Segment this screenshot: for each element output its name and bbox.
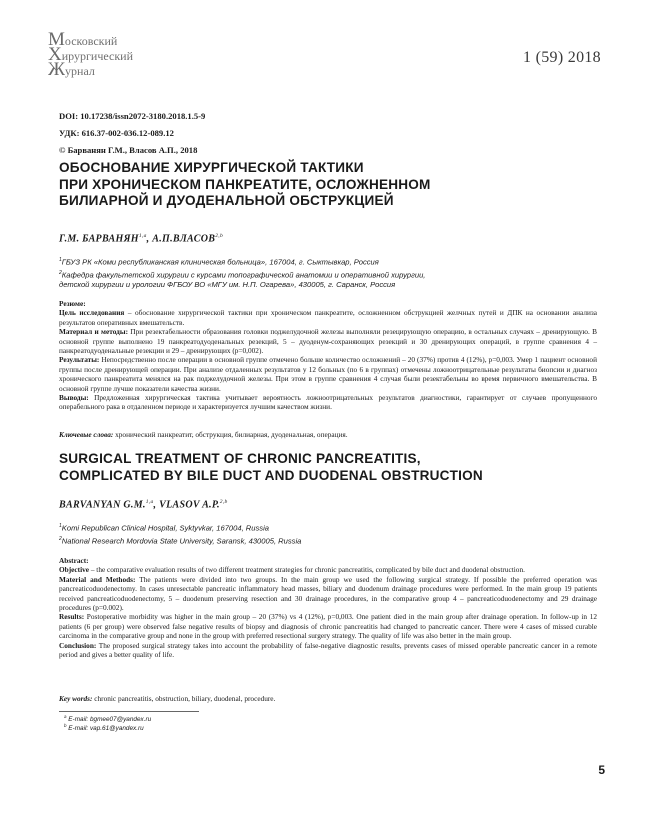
journal-logo — [48, 29, 178, 80]
ru-methods-text: При резектабельности образования головки поджелудочной железы выполняли резецирующую операцию, в остальных случаях – дренирующую. В основной группе выполнено 19 панкреатодуоденальных резекций, 5 – дуоденум-сохраняющих резекций и 30 дренирующих операций, в группе сравнения 4 – панкреатодуоденальные резекции и 29 – дренирующих (p=0,002). — [59, 327, 597, 356]
en-author-2: VLASOV A.P. — [159, 499, 220, 511]
en-abstract-label: Abstract: — [59, 556, 89, 565]
footnote-a-sup: a — [64, 714, 67, 719]
en-keywords-label: Key words: — [59, 694, 93, 703]
ru-title-line: БИЛИАРНОЙ И ДУОДЕНАЛЬНОЙ ОБСТРУКЦИЕЙ — [59, 193, 394, 208]
ru-author-1: Г.М. БАРВАНЯН — [59, 233, 139, 245]
ru-keywords-text: хронический панкреатит, обструкция, билиарная, дуоденальная, операция. — [113, 430, 348, 439]
ru-methods — [59, 327, 597, 355]
en-author-2-sup: 2,b — [219, 499, 228, 505]
en-title-line: COMPLICATED BY BILE DUCT AND DUODENAL OBSTRUCTION — [59, 467, 483, 483]
ru-conclusions-label: Выводы: — [59, 393, 89, 403]
en-results-label: Results: — [59, 612, 85, 622]
en-authors — [59, 499, 228, 510]
ru-affil-2-cont: детской хирургии и урологии ФГБОУ ВО «МГУ им. Н.П. Огарева», 430005, г. Саранск, Россия — [59, 280, 396, 290]
en-affil-1-sup: 1 — [59, 523, 62, 529]
ru-conclusions — [59, 393, 597, 412]
en-conclusion-label: Conclusion: — [59, 640, 97, 650]
ru-author-1-sup: 1,a — [138, 233, 147, 239]
en-affil-2 — [59, 534, 599, 547]
ru-results-text: Непосредственно после операции в основной группе отмечено больше количество осложнений – 20 (37%) против 4 (12%), p=0,003. Умер 1 пациент основной группы после дренирующей операции. При анализе отдаленных результатов у 12 больных (по 6 в группах) отмечены ложноотрицательные результаты биопсии и диагноз хронического панкреатита менялся на рак поджелудочной железы. При этом в группе сравнения 4 случая были резектабельны во время первичного вмешательства. В основной группе лучше показатели качества жизни. — [59, 355, 597, 393]
en-affil-1 — [59, 521, 599, 534]
page-number: 5 — [598, 763, 605, 777]
en-abstract — [59, 556, 597, 659]
footnote-divider — [59, 711, 199, 712]
en-results — [59, 612, 597, 640]
en-keywords — [59, 694, 597, 703]
en-affiliations — [59, 521, 599, 546]
logo-line-1: Московский — [48, 29, 118, 50]
ru-results — [59, 355, 597, 393]
logo-line-2: Хирургический — [48, 44, 134, 65]
issue-number: 1 (59) 2018 — [523, 49, 601, 66]
en-conclusion-text: The proposed surgical strategy takes into account the probability of false-negative diagnostic results, prevents cases of missed operable pancreatic cancer in a remote period and gives a better quality of life. — [59, 640, 597, 660]
en-author-sep: , — [153, 499, 160, 511]
en-objective-text: – the comparative evaluation results of two different treatment strategies for chronic pancreatitis, complicated by bile duct and duodenal obstruction. — [89, 565, 525, 575]
footnote-b — [64, 723, 144, 732]
en-objective — [59, 565, 597, 574]
en-affil-2-text: National Research Mordovia State University, Saransk, 430005, Russia — [61, 536, 302, 546]
udk: УДК: 616.37-002-036.12-089.12 — [59, 128, 174, 138]
en-conclusion — [59, 641, 597, 660]
ru-affil-2-line-1: Кафедра факультетской хирургии с курсами топографической анатомии и оперативной хирургии, — [61, 270, 426, 280]
ru-affil-2 — [59, 268, 599, 281]
en-affil-2-sup: 2 — [59, 535, 62, 542]
en-title-line: SURGICAL TREATMENT OF CHRONIC PANCREATITIS, — [59, 451, 421, 466]
en-affil-1-text: Komi Republican Clinical Hospital, Syktyvkar, 167004, Russia — [61, 523, 270, 533]
ru-aim-text: – обоснование хирургической тактики при хроническом панкреатите, осложненном обструкцией желчных путей и ДПК на основании анализа результатов оперативных вмешательств. — [59, 308, 597, 327]
footnote-a — [64, 714, 151, 723]
ru-authors — [59, 233, 223, 244]
en-results-text: Postoperative morbidity was higher in the main group – 20 (37%) vs 4 (12%), p=0,003. One patient died in the main group after drainage operation. In follow-up in 12 patients (6 per group) were observed false negative results of biopsy and diagnosis of chronic pancreatitis had changed to pancreatic cancer. There were 4 cases of missed curable carcinoma in the comparative group and none in the group with preferred resectional surgery strategy. The quality of life was also better in the main group. — [59, 612, 597, 641]
ru-affil-1-sup: 1 — [59, 257, 62, 263]
doi: DOI: 10.17238/issn2072-3180.2018.1.5-9 — [59, 111, 206, 121]
logo-line-3: Журнал — [48, 59, 95, 80]
ru-keywords — [59, 430, 597, 439]
en-objective-label: Objective — [59, 565, 89, 575]
footnote-b-text: E-mail: vap.61@yandex.ru — [68, 725, 144, 733]
footnote-b-sup: b — [64, 723, 67, 728]
ru-abstract-label: Резюме: — [59, 299, 86, 308]
footnote-a-text: E-mail: bgmee07@yandex.ru — [68, 716, 152, 724]
ru-methods-label: Материал и методы: — [59, 327, 128, 337]
en-keywords-text: chronic pancreatitis, obstruction, biliary, duodenal, procedure. — [92, 694, 276, 703]
ru-affil-1 — [59, 255, 599, 268]
ru-aim-label: Цель исследования — [59, 308, 125, 318]
ru-affil-2-sup: 2 — [59, 269, 62, 276]
en-author-1-sup: 1,a — [145, 499, 154, 505]
en-methods — [59, 575, 597, 613]
ru-author-sep: , — [146, 233, 153, 245]
copyright: © Барванян Г.М., Власов А.П., 2018 — [59, 145, 198, 155]
ru-author-2-sup: 2,b — [215, 233, 223, 239]
ru-author-2: А.П.ВЛАСОВ — [152, 233, 216, 245]
ru-abstract — [59, 299, 597, 412]
en-title — [59, 451, 599, 484]
en-author-1: BARVANYAN G.M. — [59, 499, 146, 511]
ru-affil-1-text: ГБУЗ РК «Коми республиканская клиническая больница», 167004, г. Сыктывкар, Россия — [61, 257, 379, 267]
ru-keywords-label: Ключевые слова: — [59, 430, 114, 439]
ru-title-line: ОБОСНОВАНИЕ ХИРУРГИЧЕСКОЙ ТАКТИКИ — [59, 160, 364, 175]
ru-results-label: Результаты: — [59, 355, 100, 365]
ru-affiliations — [59, 255, 599, 290]
ru-aim — [59, 308, 597, 327]
ru-title-line: ПРИ ХРОНИЧЕСКОМ ПАНКРЕАТИТЕ, ОСЛОЖНЕННОМ — [59, 176, 431, 192]
ru-conclusions-text: Предложенная хирургическая тактика учитывает вероятность ложноотрицательных результатов диагностики, гарантирует от случаев пропущенного операбельного рака в отдаленном периоде и характеризуется лучшим качеством жизни. — [59, 393, 597, 412]
en-methods-label: Material and Methods: — [59, 574, 136, 584]
en-methods-text: The patients were divided into two groups. In the main group we used the following surgical strategy. If possible the preferred operation was pancreaticoduodenectomy. In cases unresectable pancreatic inflammatory head masses, biliary and duodenum drainage procedures were performed. In the main group 19 patients received pancreaticoduodenectomy, 5 – duodenum preserving resection and 30 drainage procedures, in the comparative group 4 – pancreaticoduodenectomy and 29 drainage procedures (p=0.002). — [59, 574, 597, 613]
ru-title — [59, 160, 599, 210]
